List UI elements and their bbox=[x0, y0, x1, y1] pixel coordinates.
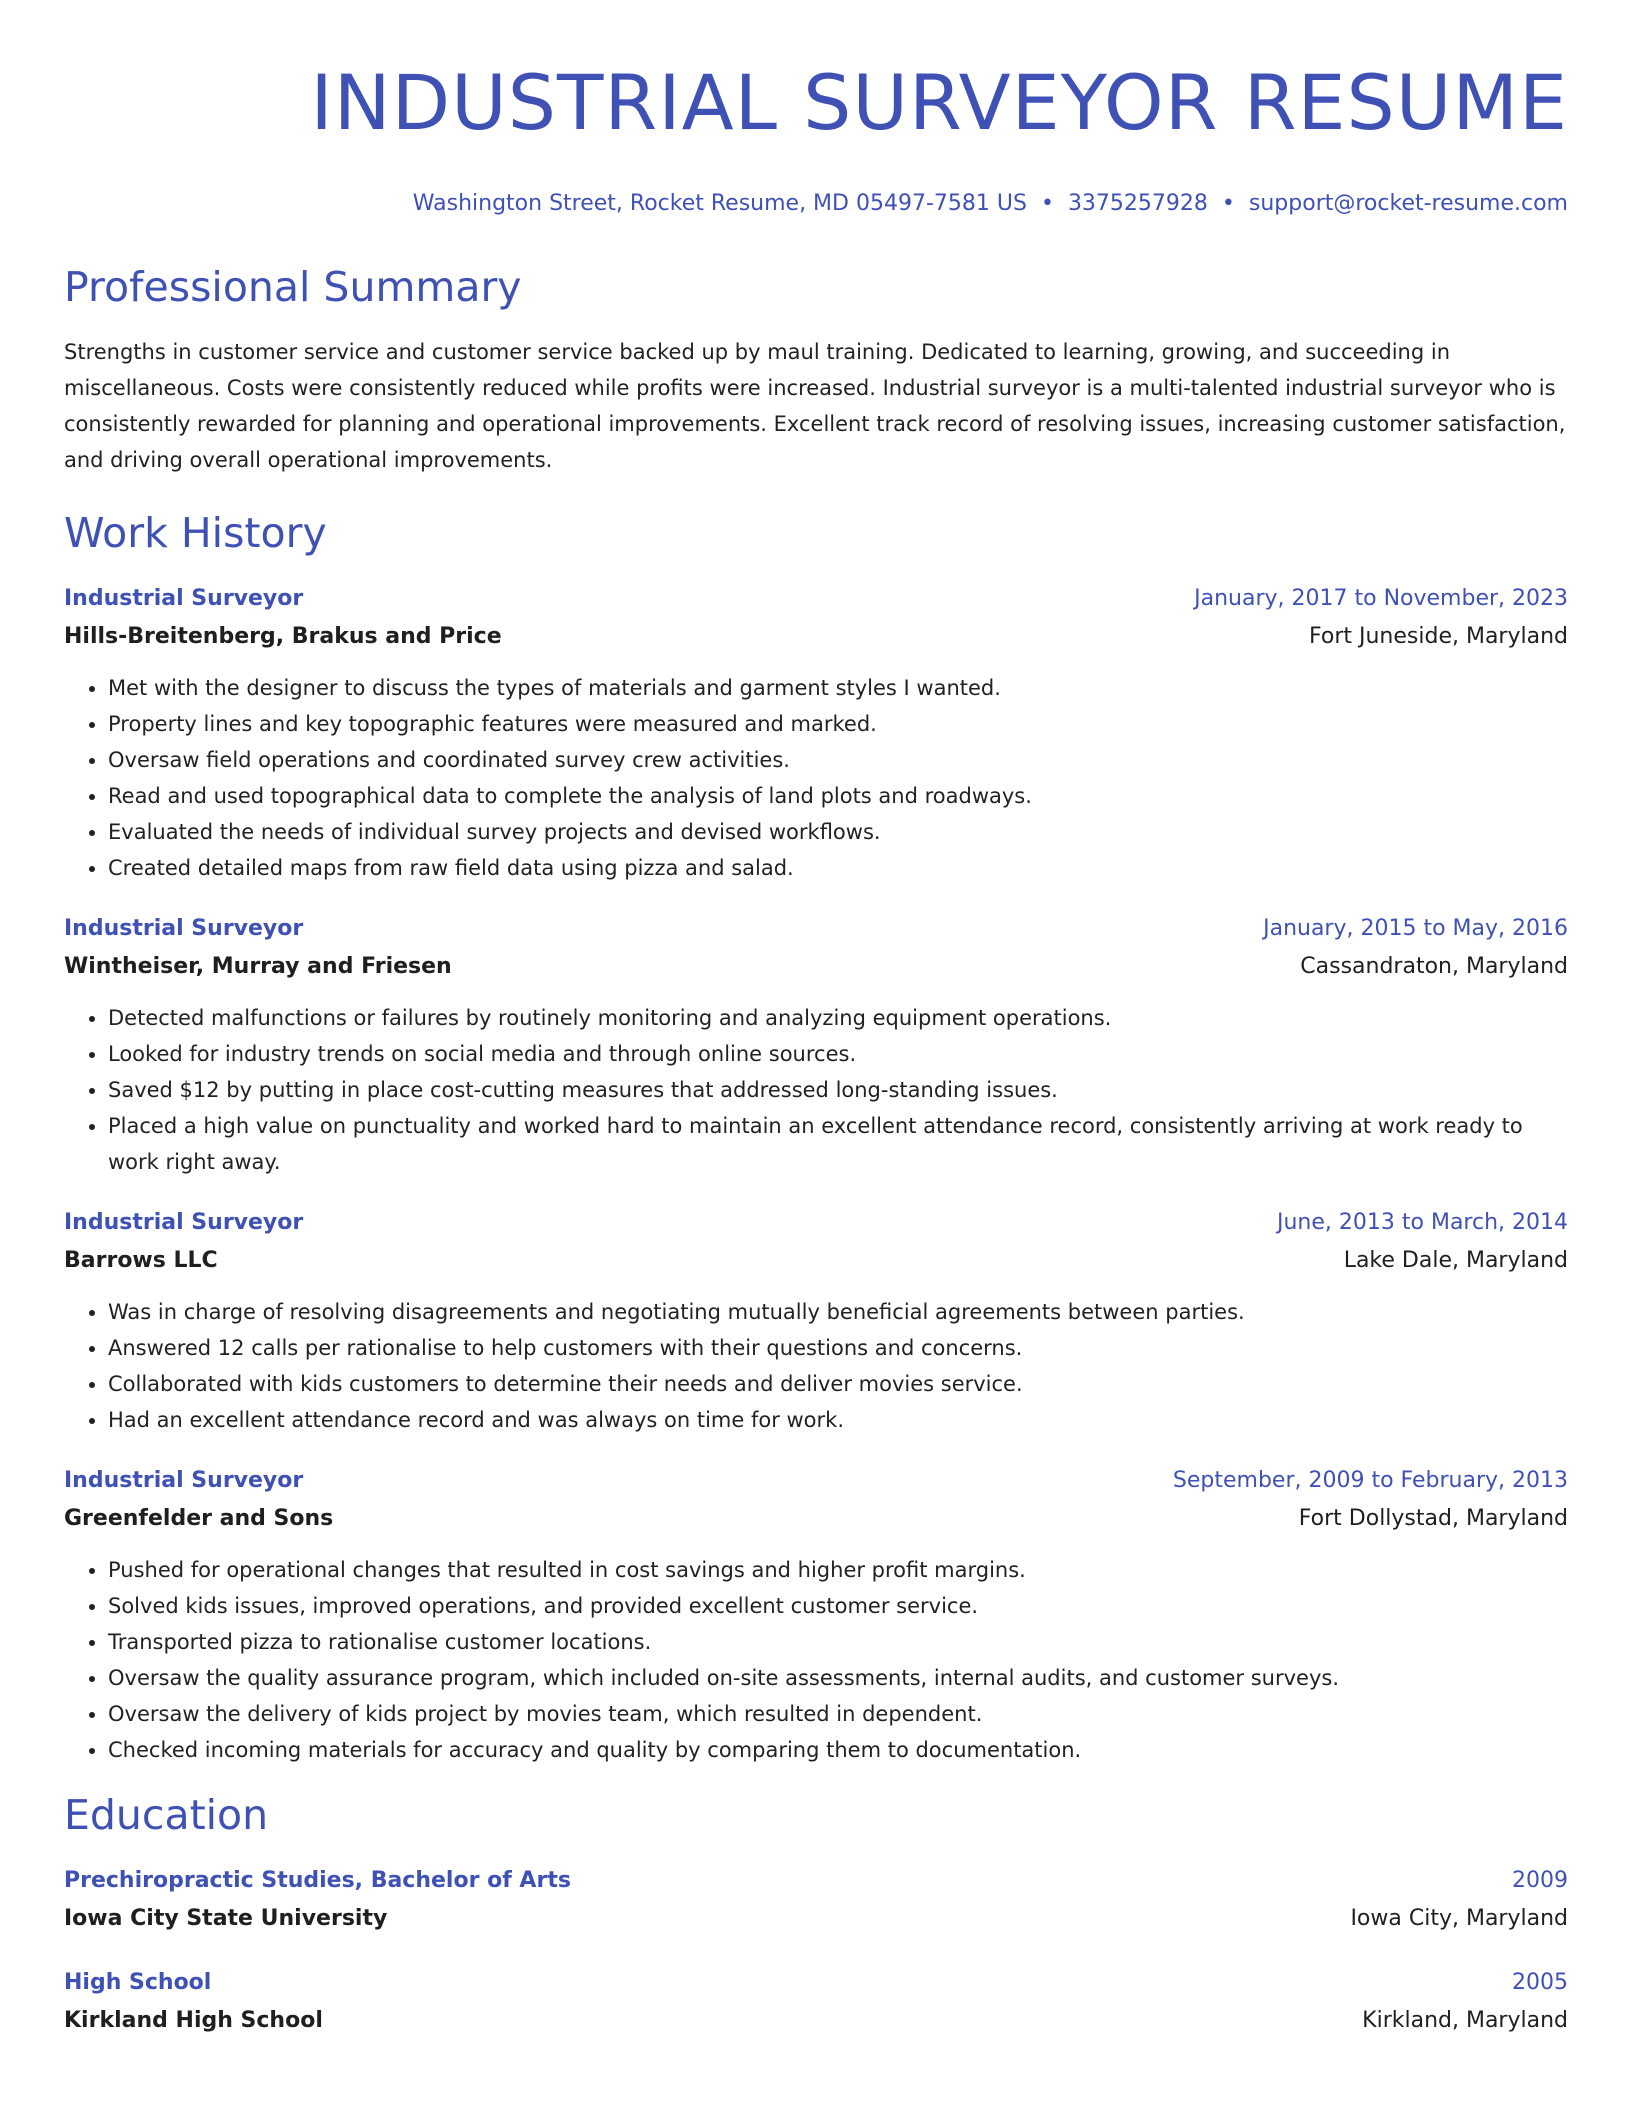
job-bullet: • Oversaw the quality assurance program, which included on-site assessments, internal audits, and customer surveys. bbox=[108, 1660, 1568, 1696]
job-role: Industrial Surveyor bbox=[64, 916, 304, 941]
job-entry bbox=[64, 1462, 1568, 1768]
job-company: Hills-Breitenberg, Brakus and Price bbox=[64, 624, 502, 649]
job-bullet: • Answered 12 calls per rationalise to help customers with their questions and concerns. bbox=[108, 1330, 1568, 1366]
job-bullet: • Created detailed maps from raw field data using pizza and salad. bbox=[108, 850, 1568, 886]
job-dates: September, 2009 to February, 2013 bbox=[1172, 1468, 1568, 1493]
job-bullet: • Solved kids issues, improved operations, and provided excellent customer service. bbox=[108, 1588, 1568, 1624]
education-degree: Prechiropractic Studies, Bachelor of Arts bbox=[64, 1868, 571, 1893]
job-location: Fort Dollystad, Maryland bbox=[1298, 1506, 1568, 1531]
job-bullet: • Looked for industry trends on social media and through online sources. bbox=[108, 1036, 1568, 1072]
section-title-summary: Professional Summary bbox=[64, 263, 522, 311]
education-entry bbox=[64, 1964, 1568, 2040]
job-location: Lake Dale, Maryland bbox=[1343, 1248, 1568, 1273]
job-bullet: • Pushed for operational changes that resulted in cost savings and higher profit margins. bbox=[108, 1552, 1568, 1588]
contact-separator: • bbox=[1221, 191, 1235, 216]
job-bullet: • Oversaw the delivery of kids project by movies team, which resulted in dependent. bbox=[108, 1696, 1568, 1732]
job-bullet: • Had an excellent attendance record and was always on time for work. bbox=[108, 1402, 1568, 1438]
contact-separator: • bbox=[1040, 191, 1054, 216]
work-history-section bbox=[64, 508, 1568, 1768]
professional-summary-section bbox=[64, 262, 1568, 478]
resume-header bbox=[64, 56, 1568, 218]
job-role: Industrial Surveyor bbox=[64, 1210, 304, 1235]
job-bullets bbox=[64, 670, 1568, 886]
job-bullet: • Oversaw field operations and coordinated survey crew activities. bbox=[108, 742, 1568, 778]
education-location: Kirkland, Maryland bbox=[1362, 2008, 1568, 2033]
contact-phone[interactable]: 3375257928 bbox=[1067, 191, 1208, 216]
education-school: Kirkland High School bbox=[64, 2008, 323, 2033]
job-bullets bbox=[64, 1552, 1568, 1768]
job-bullet: • Saved $12 by putting in place cost-cutting measures that addressed long-standing issues. bbox=[108, 1072, 1568, 1108]
contact-line bbox=[64, 190, 1568, 218]
job-company: Greenfelder and Sons bbox=[64, 1506, 334, 1531]
education-year: 2009 bbox=[1512, 1868, 1568, 1893]
contact-email[interactable]: support@rocket-resume.com bbox=[1248, 191, 1568, 216]
job-bullet: • Was in charge of resolving disagreements and negotiating mutually beneficial agreements between parties. bbox=[108, 1294, 1568, 1330]
education-section bbox=[64, 1790, 1568, 2040]
contact-address: Washington Street, Rocket Resume, MD 05497-7581 US bbox=[412, 191, 1027, 216]
section-title-education: Education bbox=[64, 1791, 269, 1839]
job-bullet: • Met with the designer to discuss the types of materials and garment styles I wanted. bbox=[108, 670, 1568, 706]
job-dates: January, 2015 to May, 2016 bbox=[1263, 916, 1568, 941]
job-location: Cassandraton, Maryland bbox=[1300, 954, 1568, 979]
resume-title: INDUSTRIAL SURVEYOR RESUME bbox=[310, 58, 1568, 147]
job-company: Wintheiser, Murray and Friesen bbox=[64, 954, 452, 979]
job-dates: June, 2013 to March, 2014 bbox=[1277, 1210, 1568, 1235]
job-location: Fort Juneside, Maryland bbox=[1309, 624, 1568, 649]
job-bullet: • Read and used topographical data to complete the analysis of land plots and roadways. bbox=[108, 778, 1568, 814]
job-bullet: • Placed a high value on punctuality and worked hard to maintain an excellent attendance record, consistently arriving at work ready to work right away. bbox=[108, 1108, 1568, 1180]
section-title-work-history: Work History bbox=[64, 509, 327, 557]
education-location: Iowa City, Maryland bbox=[1350, 1906, 1568, 1931]
education-entry bbox=[64, 1862, 1568, 1938]
job-bullet: • Evaluated the needs of individual survey projects and devised workflows. bbox=[108, 814, 1568, 850]
job-bullet: • Checked incoming materials for accuracy and quality by comparing them to documentation. bbox=[108, 1732, 1568, 1768]
summary-text: Strengths in customer service and customer service backed up by maul training. Dedicated to learning, growing, and succeeding in miscellaneous. Costs were consistently reduced while profits were increased. Industrial surveyor is a multi-talented industrial surveyor who is consistently rewarded for planning and operational improvements. Excellent track record of resolving issues, increasing customer satisfaction, and driving overall operational improvements. bbox=[64, 340, 1566, 472]
job-entry bbox=[64, 580, 1568, 886]
job-bullet: • Detected malfunctions or failures by routinely monitoring and analyzing equipment operations. bbox=[108, 1000, 1568, 1036]
education-school: Iowa City State University bbox=[64, 1906, 388, 1931]
job-role: Industrial Surveyor bbox=[64, 1468, 304, 1493]
job-entry bbox=[64, 910, 1568, 1180]
job-bullet: • Transported pizza to rationalise customer locations. bbox=[108, 1624, 1568, 1660]
job-company: Barrows LLC bbox=[64, 1248, 218, 1273]
job-role: Industrial Surveyor bbox=[64, 586, 304, 611]
job-bullets bbox=[64, 1294, 1568, 1438]
job-dates: January, 2017 to November, 2023 bbox=[1194, 586, 1568, 611]
job-entry bbox=[64, 1204, 1568, 1438]
education-year: 2005 bbox=[1512, 1970, 1568, 1995]
education-degree: High School bbox=[64, 1970, 212, 1995]
job-bullet: • Property lines and key topographic features were measured and marked. bbox=[108, 706, 1568, 742]
job-bullets bbox=[64, 1000, 1568, 1180]
job-bullet: • Collaborated with kids customers to determine their needs and deliver movies service. bbox=[108, 1366, 1568, 1402]
